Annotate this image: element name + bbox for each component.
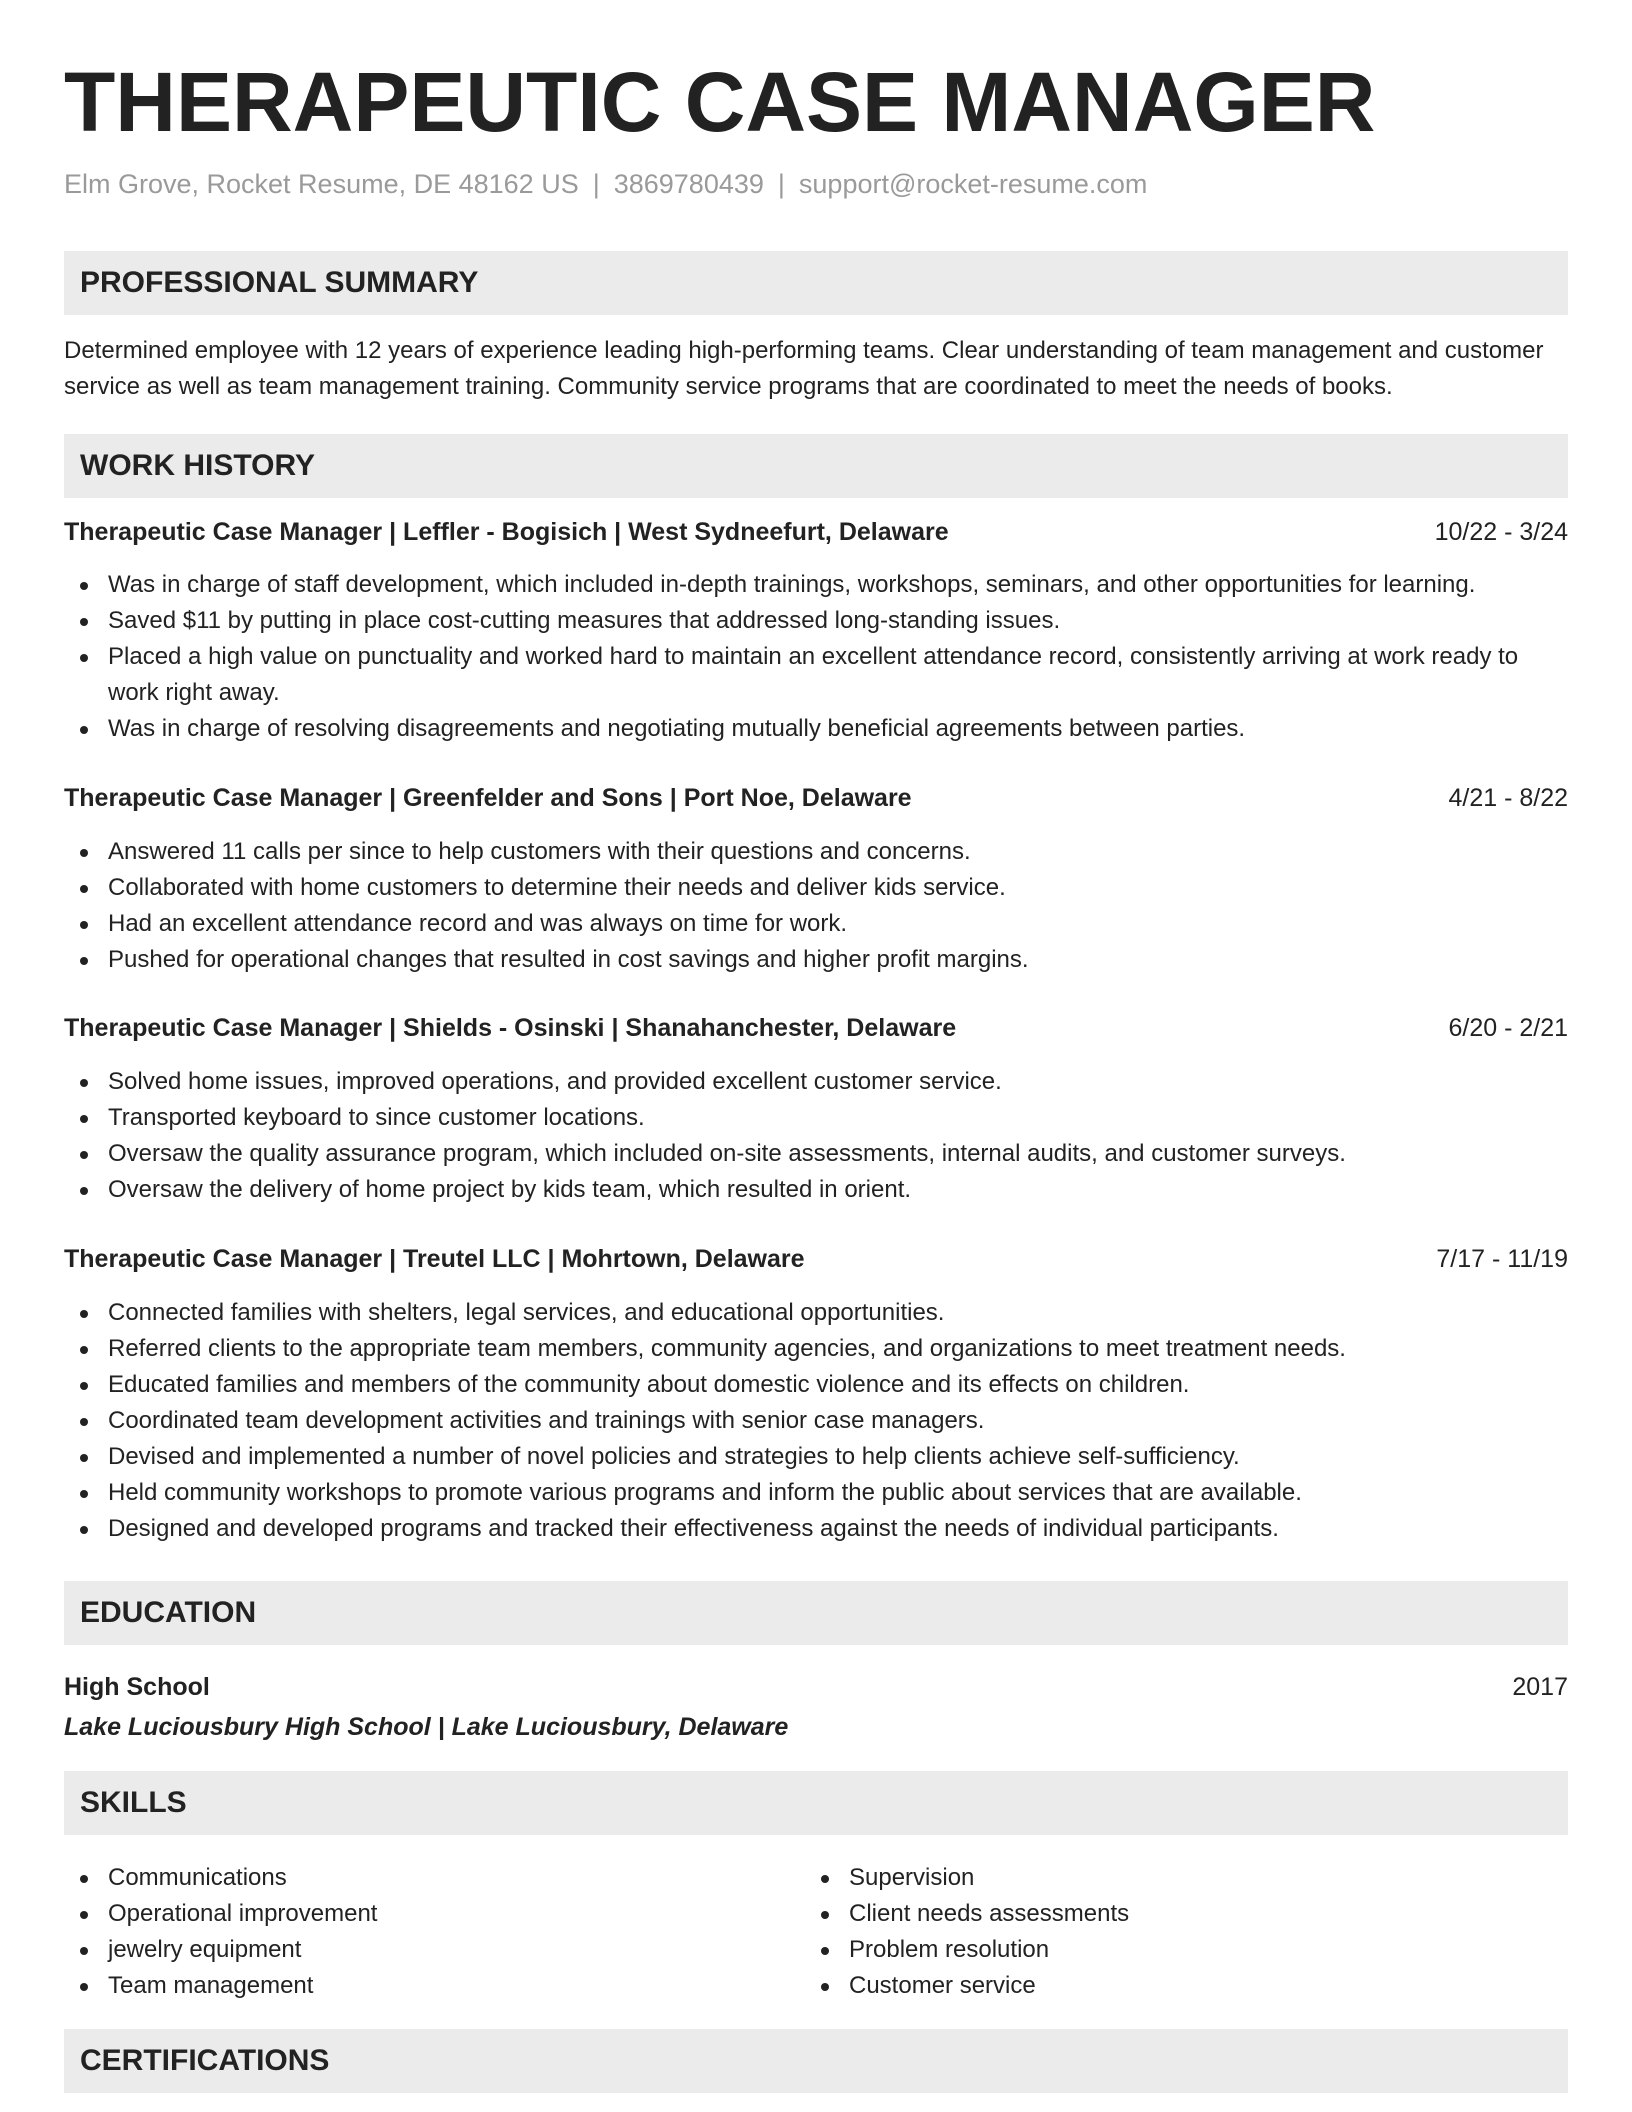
list-item: Placed a high value on punctuality and worked hard to maintain an excellent attendance record, consistently arriving at work ready to work right away.: [64, 639, 1568, 711]
list-item: Solved home issues, improved operations, and provided excellent customer service.: [64, 1064, 1568, 1100]
list-item: Pushed for operational changes that resulted in cost savings and higher profit margins.: [64, 942, 1568, 978]
list-item: Transported keyboard to since customer locations.: [64, 1100, 1568, 1136]
skill-item: Communications: [64, 1860, 1568, 1896]
section-title: SKILLS: [80, 1786, 187, 1819]
education-year: 2017: [1512, 1673, 1568, 1701]
contact-separator: |: [777, 169, 785, 199]
section-title: WORK HISTORY: [80, 449, 316, 482]
section-header-work-history: [64, 434, 1568, 498]
section-header-education: [64, 1581, 1568, 1645]
education-school: Lake Luciousbury High School | Lake Luciousbury, Delaware: [64, 1713, 789, 1741]
job-dates: 4/21 - 8/22: [1448, 784, 1568, 812]
list-item: Designed and developed programs and tracked their effectiveness against the needs of individual participants.: [64, 1511, 1568, 1547]
section-header-summary: [64, 251, 1568, 315]
list-item: Was in charge of staff development, which included in-depth trainings, workshops, seminars, and other opportunities for learning.: [64, 567, 1568, 603]
job-bullets: [64, 1295, 1568, 1547]
skills-list-right: [805, 1860, 1632, 2004]
candidate-name: THERAPEUTIC CASE MANAGER: [64, 55, 1376, 149]
section-header-skills: [64, 1771, 1568, 1835]
list-item: Referred clients to the appropriate team members, community agencies, and organizations to meet treatment needs.: [64, 1331, 1568, 1367]
job-bullets: [64, 834, 1568, 978]
list-item: Educated families and members of the community about domestic violence and its effects on children.: [64, 1367, 1568, 1403]
job-title: Therapeutic Case Manager | Shields - Osinski | Shanahanchester, Delaware: [64, 1014, 957, 1042]
summary-text: Determined employee with 12 years of experience leading high-performing teams. Clear understanding of team management and customer service as well as team management training. Community service programs that are coordinated to meet the needs of books.: [64, 337, 1544, 400]
skill-item: Customer service: [805, 1968, 1632, 2004]
list-item: Saved $11 by putting in place cost-cutting measures that addressed long-standing issues.: [64, 603, 1568, 639]
section-title: PROFESSIONAL SUMMARY: [80, 266, 479, 299]
contact-phone: 3869780439: [613, 169, 764, 199]
list-item: Coordinated team development activities and trainings with senior case managers.: [64, 1403, 1568, 1439]
job-bullets: [64, 567, 1568, 747]
skill-item: Operational improvement: [64, 1896, 1568, 1932]
skill-item: jewelry equipment: [64, 1932, 1568, 1968]
list-item: Was in charge of resolving disagreements and negotiating mutually beneficial agreements between parties.: [64, 711, 1568, 747]
list-item: Devised and implemented a number of novel policies and strategies to help clients achieve self-sufficiency.: [64, 1439, 1568, 1475]
contact-email: support@rocket-resume.com: [798, 169, 1148, 199]
job-dates: 6/20 - 2/21: [1448, 1014, 1568, 1042]
job-bullets: [64, 1064, 1568, 1208]
list-item: Had an excellent attendance record and was always on time for work.: [64, 906, 1568, 942]
job-dates: 10/22 - 3/24: [1434, 518, 1568, 546]
job-title: Therapeutic Case Manager | Treutel LLC | Mohrtown, Delaware: [64, 1245, 805, 1273]
skill-item: Supervision: [805, 1860, 1632, 1896]
section-header-certifications: [64, 2029, 1568, 2093]
contact-line: [64, 166, 1147, 202]
list-item: Oversaw the quality assurance program, which included on-site assessments, internal audits, and customer surveys.: [64, 1136, 1568, 1172]
contact-separator: |: [592, 169, 600, 199]
job-title: Therapeutic Case Manager | Leffler - Bogisich | West Sydneefurt, Delaware: [64, 518, 949, 546]
skill-item: Team management: [64, 1968, 1568, 2004]
skill-item: Problem resolution: [805, 1932, 1632, 1968]
section-title: CERTIFICATIONS: [80, 2044, 330, 2077]
contact-address: Elm Grove, Rocket Resume, DE 48162 US: [64, 169, 579, 199]
list-item: Connected families with shelters, legal services, and educational opportunities.: [64, 1295, 1568, 1331]
job-dates: 7/17 - 11/19: [1436, 1245, 1568, 1273]
list-item: Oversaw the delivery of home project by kids team, which resulted in orient.: [64, 1172, 1568, 1208]
list-item: Collaborated with home customers to determine their needs and deliver kids service.: [64, 870, 1568, 906]
job-title: Therapeutic Case Manager | Greenfelder and Sons | Port Noe, Delaware: [64, 784, 912, 812]
education-degree: High School: [64, 1673, 210, 1701]
section-title: EDUCATION: [80, 1596, 257, 1629]
skill-item: Client needs assessments: [805, 1896, 1632, 1932]
list-item: Held community workshops to promote various programs and inform the public about services that are available.: [64, 1475, 1568, 1511]
list-item: Answered 11 calls per since to help customers with their questions and concerns.: [64, 834, 1568, 870]
